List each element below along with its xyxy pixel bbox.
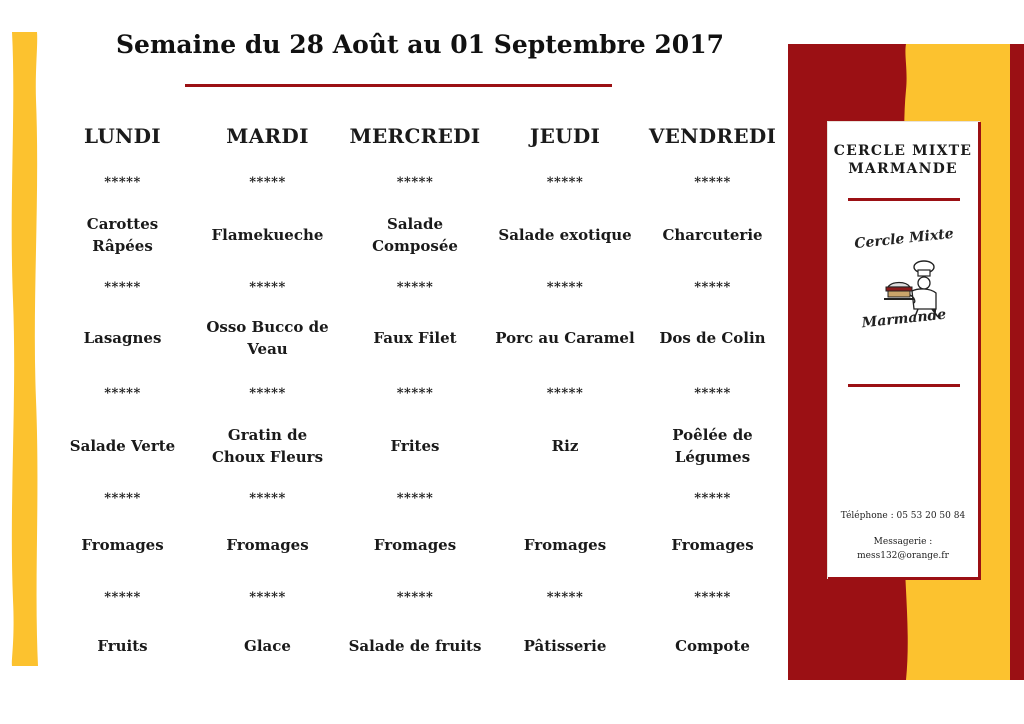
dish: Flamekueche xyxy=(211,226,324,245)
dish: Dos de Colin xyxy=(659,329,766,348)
separator: ***** xyxy=(249,280,286,295)
separator: ***** xyxy=(396,589,434,605)
separator: ***** xyxy=(546,385,584,401)
day-header: LUNDI xyxy=(84,124,161,148)
separator: ***** xyxy=(546,174,584,190)
separator: ***** xyxy=(694,280,731,295)
separator: ***** xyxy=(546,589,584,605)
org-name xyxy=(828,142,978,178)
separator: ***** xyxy=(694,589,731,605)
dish: Frites xyxy=(390,437,440,456)
dish: Compote xyxy=(675,637,750,656)
page-title: Semaine du 28 Août au 01 Septembre 2017 xyxy=(115,30,724,59)
dish: Salade Verte xyxy=(69,437,176,456)
day-header: MARDI xyxy=(226,124,309,148)
separator: ***** xyxy=(396,491,434,506)
dish: Porc au Caramel xyxy=(495,329,635,348)
separator: ***** xyxy=(104,174,141,190)
separator: ***** xyxy=(694,385,731,401)
email-label: Messagerie : xyxy=(873,537,933,547)
dish: Lasagnes xyxy=(83,329,162,348)
separator: ***** xyxy=(249,491,286,506)
separator: ***** xyxy=(694,174,731,190)
dish: Fruits xyxy=(97,637,148,656)
dish: Fromages xyxy=(226,536,309,555)
dish: Salade exotique xyxy=(498,226,632,245)
separator: ***** xyxy=(104,491,141,506)
dish: Fromages xyxy=(671,536,754,555)
dish: Osso Bucco de Veau xyxy=(206,318,329,358)
dish: Gratin de Choux Fleurs xyxy=(211,426,324,466)
separator: ***** xyxy=(104,280,141,295)
menu-grid xyxy=(50,115,790,671)
dish: Glace xyxy=(244,637,291,656)
separator: ***** xyxy=(396,385,434,401)
card-divider-bottom xyxy=(848,384,960,387)
dish: Fromages xyxy=(81,536,164,555)
phone-text: Téléphone : 05 53 20 50 84 xyxy=(840,511,966,521)
separator: ***** xyxy=(249,589,286,605)
day-header: JEUDI xyxy=(529,124,601,148)
dish: Faux Filet xyxy=(373,329,457,348)
org-name-line2: MARMANDE xyxy=(848,161,958,178)
separator: ***** xyxy=(694,491,731,506)
dish: Fromages xyxy=(523,536,607,555)
separator: ***** xyxy=(396,280,434,295)
separator: ***** xyxy=(546,280,584,295)
logo-text-top: Cercle Mixte xyxy=(853,225,955,253)
org-name-line1: CERCLE MIXTE xyxy=(833,143,973,159)
left-decorative-strip xyxy=(0,0,40,724)
dish: Riz xyxy=(551,437,579,456)
separator: ***** xyxy=(396,174,434,190)
separator: ***** xyxy=(104,589,141,605)
dish: Charcuterie xyxy=(662,226,763,245)
card-divider-top xyxy=(848,198,960,201)
day-header: VENDREDI xyxy=(648,124,777,148)
dish: Salade de fruits xyxy=(348,637,482,656)
dish: Salade Composée xyxy=(372,215,458,255)
club-logo xyxy=(848,225,960,333)
dish: Carottes Râpées xyxy=(86,215,159,255)
separator: ***** xyxy=(249,174,286,190)
title-underline xyxy=(185,84,612,87)
logo-text-bottom: Marmande xyxy=(861,306,947,332)
dish: Poêlée de Légumes xyxy=(672,426,753,466)
separator: ***** xyxy=(249,385,286,401)
dish: Pâtisserie xyxy=(523,637,607,656)
separator: ***** xyxy=(104,385,141,401)
email-text: mess132@orange.fr xyxy=(857,551,949,561)
dish: Fromages xyxy=(373,536,457,555)
sidebar-card xyxy=(828,122,981,580)
day-header: MERCREDI xyxy=(349,124,481,148)
